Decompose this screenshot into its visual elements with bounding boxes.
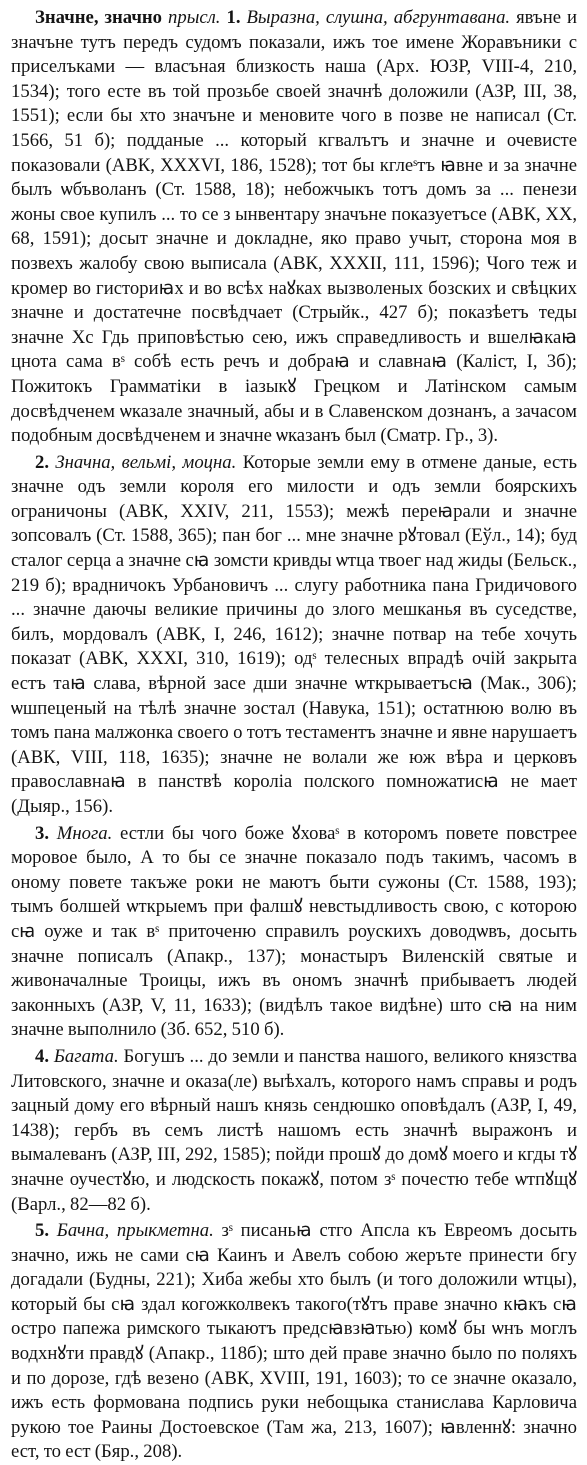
dictionary-entry-sense-5 [11, 1219, 577, 1465]
sense-gloss: Багата. [53, 1045, 119, 1067]
dictionary-entry-sense-2 [11, 451, 577, 820]
sense-number: 1. [226, 7, 241, 28]
sense-gloss: Бачна, прыкметна. [56, 1220, 214, 1242]
headword: Значне, значно [35, 7, 163, 28]
sense-gloss: Выразна, слушна, абгрунтавана. [246, 7, 511, 28]
sense-text: Которые земли ему в отмене даные, есть значне одъ земли короля его милости и одъ земли боярскихъ ограничоны (АВК, XXIV, 211, 1553); межѣ переꙗрали и значне зопсовалъ (Ст. 1588, 365); пан бог ... мне значне рꙋтовал (Еўл., 14); буд сталог серца а значне сꙗ зомсти кривды ѡтца твоег над жиды (Бельск., 219 б); врадничокъ Урбановичъ ... слугу работника пана Гридичового ... значне даючы великие причины до злого мешканья въ суседстве, билъ, мордовалъ (АВК, I, 246, 1612); значне потвар на тебе хочуть показат (АВК, XXXI, 310, 1619); одˢ телесных впрадѣ очій закрыта естъ таꙗ слава, вѣрной засе дши значне ѡткрываетъсꙗ (Мак., 306); ѡшпеценый на тѣлѣ значне зостал (Навука, 151); остатнюю волю въ томъ пана малжонка своего о тотъ тестаментъ значне и явне нарушаетъ (АВК, VIII, 118, 1635); значне не волали же юж вѣра и церковъ православнаꙗ в панствѣ короліа полского помножатисꙗ не мает (Дыяр., 156). [11, 451, 577, 817]
sense-text: явъне и значъне тутъ передъ судомъ показали, ижъ тое имене Жоравъники с приселъками — власъная близкость наша (Арх. ЮЗР, VIII-4, 210, 1534); того есте въ той прозьбе своей значнѣ доложили (АЗР, III, 38, 1551); если бы хто значъне и меновите чого в позве не написал (Ст. 1566, 51 б); подданые ... который кгвалътъ и значне и очевисте показовали (АВК, XXXVI, 186, 1528); тот бы кглеˢтъ ꙗвне и за значне былъ ѡбъволанъ (Ст. 1588, 18); небожчыкъ тотъ домъ за ... пенези жоны свое купилъ ... то се з ынвентару значъне показуетъсе (АВК, XX, 68, 1591); досыт значне и докладне, яко право учыт, сторона моя в позвехъ жалобу свою выписала (АВК, XXXII, 111, 1596); Чого теж и кромер во гисториꙗх и во всѣх наꙋках вызволеных бозских и свѣцких значне и достатечне посвѣдчает (Стрыйк., 427 б); показѣетъ теды значне Хс Гдь приповѣстью сею, ижъ справедливость и вшелꙗкаꙗ цнота сама вˢ собѣ есть речъ и добраꙗ и славнаꙗ (Каліст, I, 3б); Пожитокъ Грамматіки в іазыкꙋ Грецком и Латінском самым досвѣдченем ѡказале значный, абы и в Славенском дознанъ, а зачасом подобным досвѣдченем и значне ѡказанъ был (Сматр. Гр., 3). [11, 7, 577, 447]
sense-number: 2. [35, 451, 50, 473]
sense-text: естли бы чого боже ꙋховаˢ в которомъ повете повстрее моровое было, А то бы се значне показало подъ такимъ, часомъ в оному повете такъже роки не маютъ быти сужоны (Ст. 1588, 193); тымъ болшей ѡткрыемъ при фалшꙋ невстыдливость свою, с которою сꙗ оуже и так вˢ приточеню справилъ роускихъ доводѡвъ, досыть значне пописалъ (Апакр., 137); монастыръ Виленскій святые и живоначалные Троицы, ижъ въ ономъ значнѣ прибываетъ людей законныхъ (АЗР, V, 11, 1633); (видѣлъ такое видѣне) што сꙗ на ним значне выполнило (Зб. 652, 510 б). [11, 822, 577, 1041]
sense-number: 5. [35, 1220, 50, 1242]
sense-number: 4. [35, 1045, 50, 1067]
dictionary-entry-sense-1 [11, 6, 577, 449]
dictionary-entry-sense-4 [11, 1045, 577, 1217]
dictionary-entry-sense-3 [11, 822, 577, 1043]
sense-text: зˢ писаньꙗ стго Апсла къ Евреомъ досыть значно, ижь не сами сꙗ Каинъ и Авелъ собою жеръте принести бгу догадали (Будны, 221); Хиба жебы хто былъ (и того доложили ѡтцы), который бы сꙗ здал когожколвекъ такого(тꙋтъ праве значно кꙗкъ сꙗ остро папежа римского тыкаютъ предсꙗвзꙗтью) комꙋ бы ѡнъ моглъ водхнꙋти правдꙋ (Апакр., 118б); што дей праве значно было по поляхъ и по дорозе, гдѣ везено (АВК, XVIII, 191, 1603); то се значне оказало, ижъ есть формована подпись руки небощыка станислава Карловича рукою тое Раины Достоевское (Там жа, 213, 1607); ꙗвленнꙋ: значно ест, то ест (Бяр., 208). [11, 1220, 577, 1463]
part-of-speech: прысл. [168, 7, 221, 28]
sense-gloss: Значна, вельмі, моцна. [55, 451, 237, 473]
sense-text: Богушъ ... до земли и панства нашого, великого князства Литовского, значне и оказа(ле) выѣхалъ, которого намъ справы и родъ зацный дому его вѣрный нашъ князь сендюшко оповѣдалъ (АЗР, I, 49, 1438); гербъ въ семъ листѣ нашомъ есть значнѣ выражонъ и вымалеванъ (АЗР, III, 292, 1585); пойди прошꙋ до домꙋ моего и кгды тꙋ значне оучестꙋю, и людскость покажꙋ, потом зˢ почестю тебе ѡтпꙋщꙋ (Варл., 82—82 б). [11, 1045, 577, 1215]
sense-gloss: Многа. [56, 822, 113, 844]
sense-number: 3. [35, 822, 50, 844]
